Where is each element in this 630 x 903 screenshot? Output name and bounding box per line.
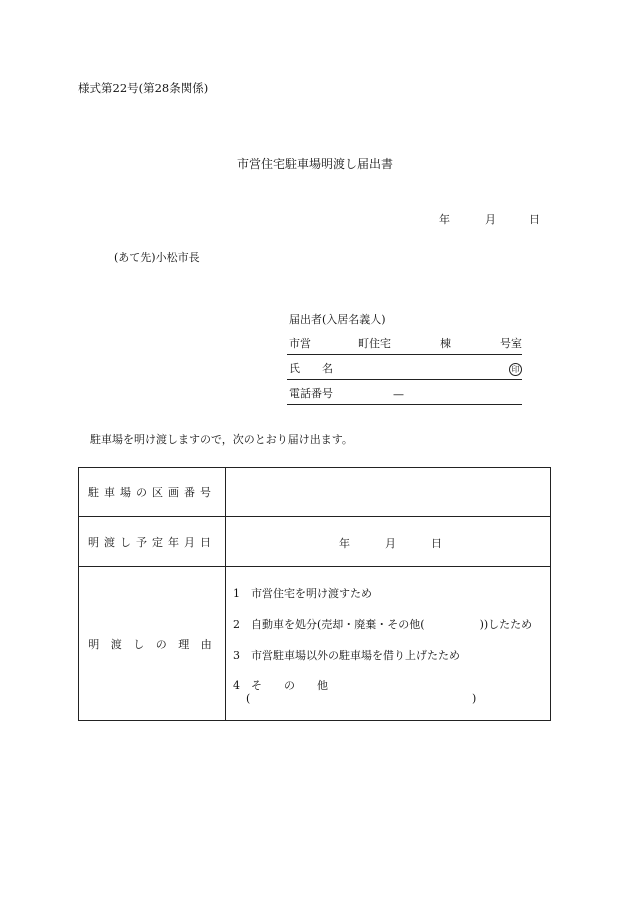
name-field[interactable] [287,355,522,380]
parking-space-number-field[interactable] [226,468,551,517]
form-number: 様式第22号(第28条関係) [78,81,209,95]
reason-option-4[interactable]: 4 そ の 他 [233,679,328,692]
date-day-label: 日 [529,213,540,226]
document-title: 市営住宅駐車場明渡し届出書 [236,157,393,171]
reason-option-2[interactable]: 2 自動車を処分(売却・廃棄・その他( ))したため [233,618,533,631]
reason-cell [226,567,551,721]
address-complex-label: 町住宅 [358,337,391,350]
applicant-header: 届出者(入居名義人) [289,313,386,326]
address-building-label: 棟 [440,337,451,350]
other-open-paren: ( [246,692,251,705]
reason-option-3[interactable]: 3 市営駐車場以外の駐車場を借り上げたため [233,649,460,662]
reason-option-1[interactable]: 1 市営住宅を明け渡すため [233,587,372,600]
parking-space-row [79,468,551,517]
vacate-date-row [79,517,551,567]
vacate-date-label: 明渡し予定年月日 [79,517,226,567]
seal-icon: 印 [509,363,522,376]
date-month-label: 月 [485,213,496,226]
vacate-day-label: 日 [431,537,442,550]
phone-separator: — [393,388,404,401]
name-label: 氏 名 [289,362,333,375]
parking-space-label: 駐車場の区画番号 [79,468,226,517]
reason-label: 明 渡 し の 理 由 [79,567,226,721]
address-field[interactable] [287,330,522,355]
address-room-label: 号室 [500,337,522,350]
reason-row [79,567,551,721]
notice-text: 駐車場を明け渡しますので，次のとおり届け出ます。 [90,433,353,446]
submission-date [439,211,540,227]
applicant-header-row [287,306,522,330]
vacate-year-label: 年 [339,537,350,550]
phone-field[interactable] [287,380,522,405]
date-year-label: 年 [439,213,450,226]
other-close-paren: ) [472,692,477,705]
addressee: (あて先)小松市長 [114,251,200,264]
phone-label: 電話番号 [289,387,333,400]
form-table [78,467,551,721]
applicant-block [287,306,522,405]
address-city-label: 市営 [289,337,311,350]
vacate-month-label: 月 [385,537,396,550]
vacate-date-field[interactable] [226,517,551,567]
